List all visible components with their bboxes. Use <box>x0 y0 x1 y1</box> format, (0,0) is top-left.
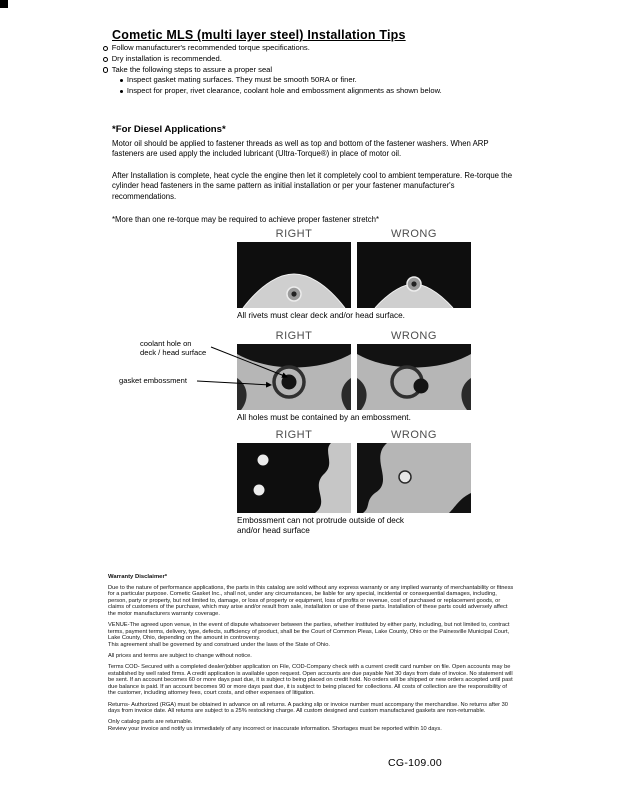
wrong-label-rivets: WRONG <box>391 228 437 240</box>
page-title: Cometic MLS (multi layer steel) Installation Tips <box>112 28 406 43</box>
rivet-right-panel <box>237 242 351 308</box>
wrong-label-holes: WRONG <box>391 330 437 342</box>
coolant-hole-arrow <box>211 347 287 377</box>
right-label-holes: RIGHT <box>275 330 313 342</box>
tip-text: Follow manufacturer's recommended torque specifications. <box>111 43 310 52</box>
caption-line: and/or head surface <box>237 526 310 535</box>
list-item <box>120 75 442 86</box>
retorque-note: *More than one re-torque may be required to achieve proper fastener stretch* <box>112 214 379 224</box>
warranty-disclaimer-block <box>108 574 514 737</box>
tip-text: Inspect gasket mating surfaces. They must be smooth 50RA or finer. <box>126 75 357 85</box>
protrude-caption <box>237 516 404 536</box>
tip-text: Dry installation is recommended. <box>111 53 222 63</box>
list-item <box>103 54 442 65</box>
protrude-right-image <box>237 443 351 513</box>
embossment-arrow <box>197 381 271 385</box>
wrong-label-protrude: WRONG <box>391 429 437 441</box>
tip-text: Take the following steps to assure a proper seal <box>111 64 273 74</box>
rivet-wrong-image <box>357 242 471 308</box>
page-corner-mark <box>0 0 8 8</box>
circle-bullet-icon <box>103 67 108 72</box>
list-item <box>120 86 442 97</box>
holes-caption: All holes must be contained by an embossment. <box>237 413 411 422</box>
tip-text: Inspect for proper, rivet clearance, coolant hole and embossment alignments as shown below. <box>126 86 442 96</box>
legal-paragraph: This agreement shall be governed by and construed under the laws of the State of Ohio. <box>108 641 330 648</box>
protrude-wrong-image <box>357 443 471 513</box>
diesel-paragraph-1: Motor oil should be applied to fastener threads as well as top and bottom of the fastener washers. When ARP fasteners are used apply the included lubricant (Ultra-Torque®) in place of motor oil. <box>112 138 489 159</box>
hole-icon <box>399 471 411 483</box>
legal-paragraph: VENUE-The agreed upon venue, in the event of dispute whatsoever between the parties, whether instituted by either party, including, but not limited to, contract terms, payment terms, delivery, type, defects, sufficiency of product, shall be the Court of Common Pleas, Lake County, Ohio or the Painesville Municipal Court, Lake County, Ohio, depending on the amount in controversy. <box>108 622 510 642</box>
rivet-right-image <box>237 242 351 308</box>
diesel-paragraph-2: After Installation is complete, heat cycle the engine then let it completely cool to ambient temperature. Re-torque the cylinder head fasteners in the same pattern as initial installation or per your fastener manufacturer's recommendations. <box>112 170 513 201</box>
hole-icon <box>258 455 269 466</box>
callout-line: coolant hole on <box>140 339 192 348</box>
right-label-protrude: RIGHT <box>275 429 313 441</box>
dot-bullet-icon <box>120 90 123 93</box>
protrude-wrong-panel <box>357 443 471 513</box>
legal-paragraph: Review your invoice and notify us immediately of any incorrect or inaccurate information. Shortages must be reported within 10 days. <box>108 725 442 732</box>
protrude-right-panel <box>237 443 351 513</box>
installation-tips-list <box>103 43 442 97</box>
legal-paragraph: Returns- Authorized (RGA) must be obtained in advance on all returns. A packing slip or invoice number must accompany the merchandise. No returns after 30 days from invoice date. All returns are subject to a 25% restocking charge. All custom designed and custom manufactured gaskets are non-returnable. <box>108 701 508 715</box>
caption-line: Embossment can not protrude outside of deck <box>237 516 405 525</box>
legal-paragraph: Terms COD- Secured with a completed dealer/jobber application on File, COD-Company check with a current credit card number on file. Open accounts may be established by well rated firms. A credit application is available upon request. Open accounts are due payable Net 30 days from date of invoice. No statement will be sent. If an account becomes 60 or more days past due, it is subject to being placed on credit hold. No orders will be shipped or new orders accepted until past due balance is paid. If an account becomes 90 or more days past due, it is subject to being placed for collections. All costs of collection are the responsibility of the customer, including attorney fees, court costs, and other expenses of litigation. <box>108 664 513 697</box>
rivet-caption: All rivets must clear deck and/or head surface. <box>237 311 405 320</box>
hole-icon <box>254 485 265 496</box>
callout-line: deck / head surface <box>140 347 207 357</box>
callout-arrow-lines <box>115 333 375 403</box>
page-code: CG-109.00 <box>388 757 443 769</box>
circle-bullet-icon <box>103 57 108 62</box>
legal-paragraph: Only catalog parts are returnable. <box>108 719 193 726</box>
list-item <box>103 65 442 76</box>
diesel-applications-heading: *For Diesel Applications* <box>112 123 226 135</box>
circle-bullet-icon <box>103 46 108 51</box>
right-label-rivets: RIGHT <box>275 228 313 240</box>
list-item <box>103 43 442 54</box>
rivet-wrong-panel <box>357 242 471 308</box>
dot-bullet-icon <box>120 79 123 82</box>
warranty-disclaimer-heading: Warranty Disclaimer* <box>108 574 168 580</box>
gasket-embossment-callout: gasket embossment <box>119 376 187 385</box>
legal-paragraph: Due to the nature of performance applications, the parts in this catalog are sold without any express warranty or any implied warranty of merchantability or fitness for a particular purpose. Cometic Gasket Inc., shall not, under any circumstances, be liable for any special, incidental or consequential damages, including, person, party or property, but not limited to, damage, or loss of property or equipment, loss of profits or revenue, cost of purchased or replacement goods, or claims of customers of the purchase, which may arise and/or result from sale, installation or use of these parts. Installation of these parts could adversely affect the motor manufacturers warranty coverage. <box>108 584 514 617</box>
legal-paragraph: All prices and terms are subject to change without notice. <box>108 652 252 659</box>
coolant-hole-icon <box>414 379 429 394</box>
